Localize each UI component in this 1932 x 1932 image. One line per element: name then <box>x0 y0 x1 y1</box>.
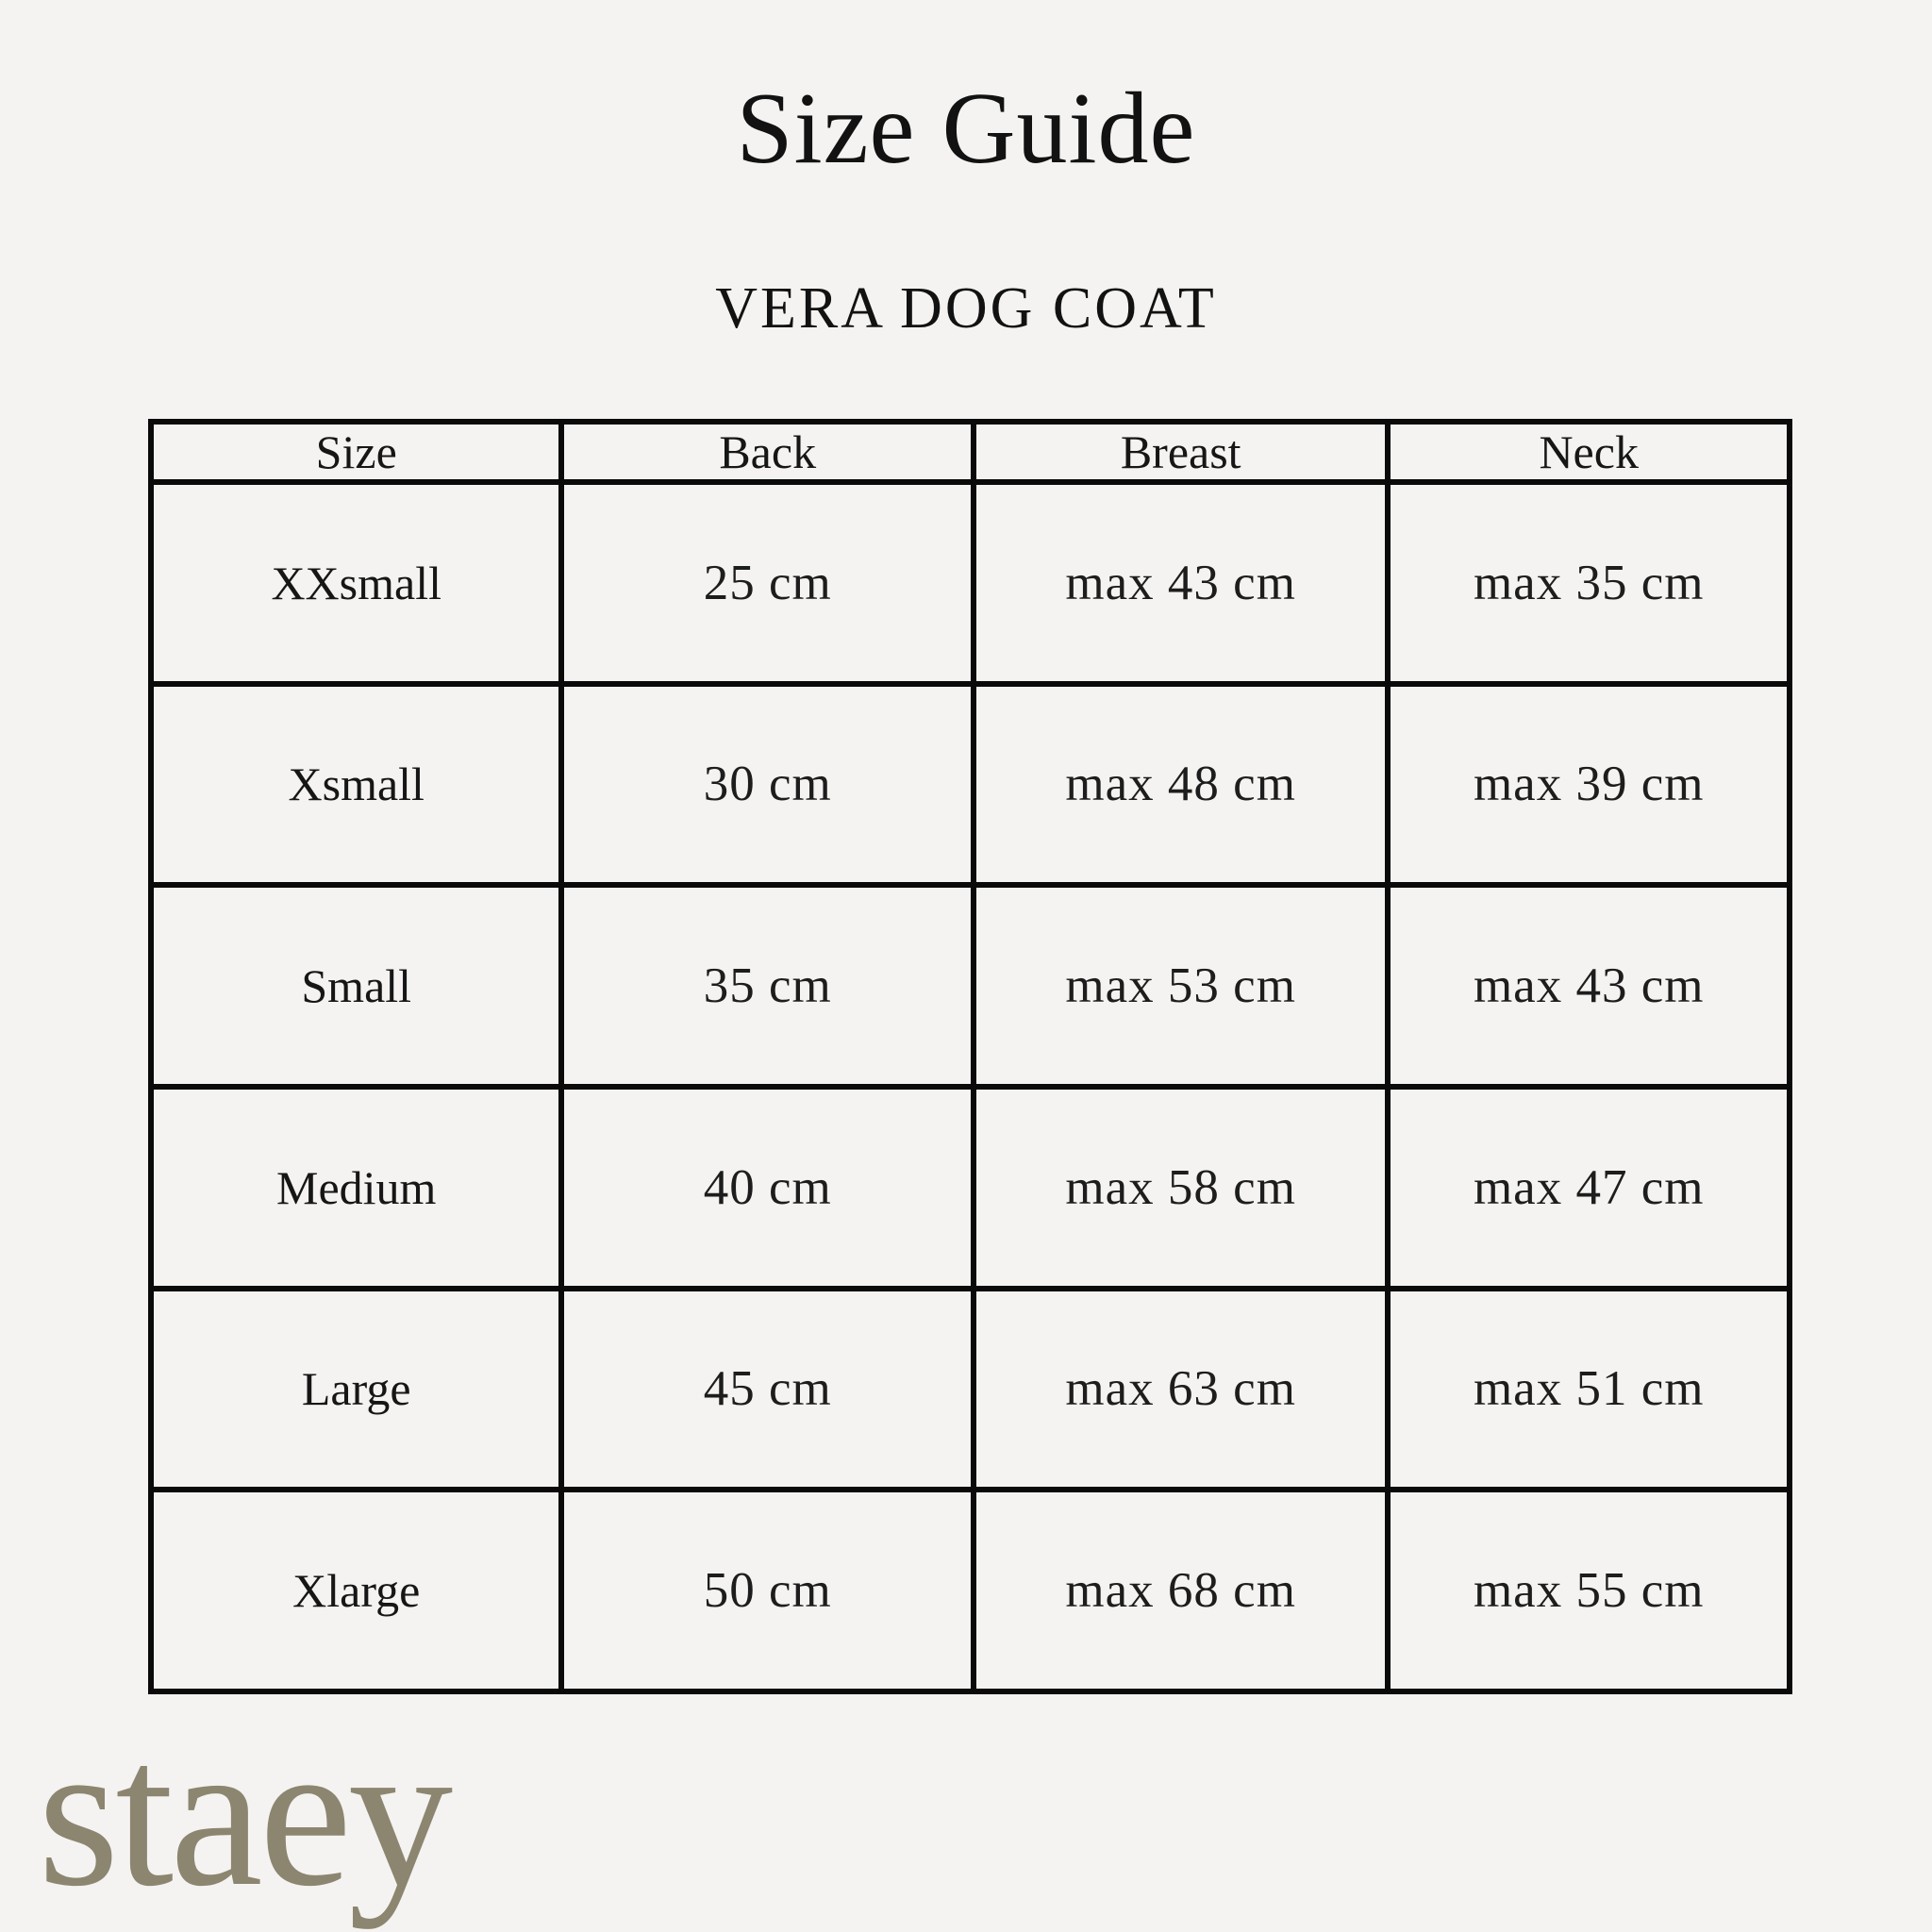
measurement-cell: max 63 cm <box>974 1289 1388 1491</box>
measurement-cell: max 35 cm <box>1388 482 1790 684</box>
table-row <box>151 1289 1790 1491</box>
size-guide-table <box>148 419 1792 1694</box>
measurement-cell: max 48 cm <box>974 684 1388 886</box>
column-header-size: Size <box>151 422 561 482</box>
size-label-cell: Xsmall <box>151 684 561 886</box>
size-label-cell: Medium <box>151 1087 561 1289</box>
measurement-cell: max 43 cm <box>974 482 1388 684</box>
measurement-cell: 25 cm <box>561 482 974 684</box>
measurement-cell: max 68 cm <box>974 1490 1388 1691</box>
brand-logo: staey <box>38 1698 450 1930</box>
column-header-neck: Neck <box>1388 422 1790 482</box>
table-row <box>151 684 1790 886</box>
measurement-cell: max 55 cm <box>1388 1490 1790 1691</box>
product-subtitle: VERA DOG COAT <box>715 276 1217 341</box>
table-row <box>151 1490 1790 1691</box>
measurement-cell: 50 cm <box>561 1490 974 1691</box>
table-row <box>151 482 1790 684</box>
table-row <box>151 885 1790 1087</box>
table-row <box>151 1087 1790 1289</box>
table-header <box>151 422 1790 482</box>
measurement-cell: max 39 cm <box>1388 684 1790 886</box>
column-header-back: Back <box>561 422 974 482</box>
measurement-cell: 45 cm <box>561 1289 974 1491</box>
header-row <box>151 422 1790 482</box>
size-label-cell: Large <box>151 1289 561 1491</box>
measurement-cell: max 43 cm <box>1388 885 1790 1087</box>
measurement-cell: max 47 cm <box>1388 1087 1790 1289</box>
table-body <box>151 482 1790 1691</box>
measurement-cell: max 51 cm <box>1388 1289 1790 1491</box>
page-title: Size Guide <box>736 73 1196 185</box>
measurement-cell: 40 cm <box>561 1087 974 1289</box>
measurement-cell: 35 cm <box>561 885 974 1087</box>
size-label-cell: Xlarge <box>151 1490 561 1691</box>
measurement-cell: max 53 cm <box>974 885 1388 1087</box>
size-label-cell: Small <box>151 885 561 1087</box>
measurement-cell: max 58 cm <box>974 1087 1388 1289</box>
column-header-breast: Breast <box>974 422 1388 482</box>
size-label-cell: XXsmall <box>151 482 561 684</box>
measurement-cell: 30 cm <box>561 684 974 886</box>
